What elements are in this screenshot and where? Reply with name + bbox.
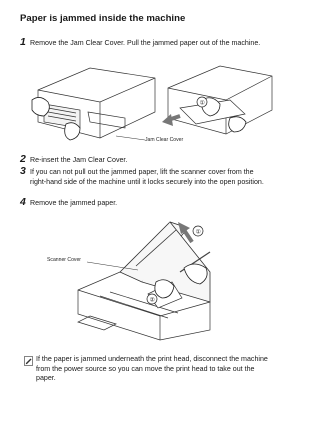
paper-tray	[78, 316, 116, 330]
step-2-text: Re-insert the Jam Clear Cover.	[30, 156, 128, 164]
scanner-cover-callout: Scanner Cover	[47, 257, 81, 263]
step-4-number: 4	[20, 196, 26, 208]
step-1	[20, 36, 268, 49]
step-3-number: 3	[20, 165, 26, 177]
step-4	[20, 196, 268, 209]
step-2	[20, 153, 268, 166]
step-4-text: Remove the jammed paper.	[30, 199, 118, 207]
pull-arrow-icon	[162, 114, 180, 126]
figure2-marker-1: ①	[195, 229, 201, 236]
step-2-number: 2	[20, 153, 26, 165]
machine-left	[38, 68, 155, 138]
step-1-text: Remove the Jam Clear Cover. Pull the jammed paper out of the machine.	[30, 39, 261, 47]
figure2-marker-2: ②	[149, 297, 155, 304]
note-pencil-icon	[24, 356, 33, 366]
scanner-cover-illustration	[60, 212, 230, 342]
step-1-number: 1	[20, 36, 26, 48]
machine-right	[168, 66, 272, 134]
step-3	[20, 165, 268, 187]
jam-clear-cover-callout: Jam Clear Cover	[145, 137, 184, 143]
page-heading: Paper is jammed inside the machine	[20, 13, 186, 24]
note-text: If the paper is jammed underneath the print head, disconnect the machine from the power source so you can move the print head to take out the paper.	[36, 355, 268, 383]
step-3-text: If you can not pull out the jammed paper, lift the scanner cover from the right-hand side of the machine until it locks securely into the open position.	[30, 168, 264, 186]
figure1-marker: ①	[199, 100, 205, 107]
callout-leader	[116, 136, 145, 140]
